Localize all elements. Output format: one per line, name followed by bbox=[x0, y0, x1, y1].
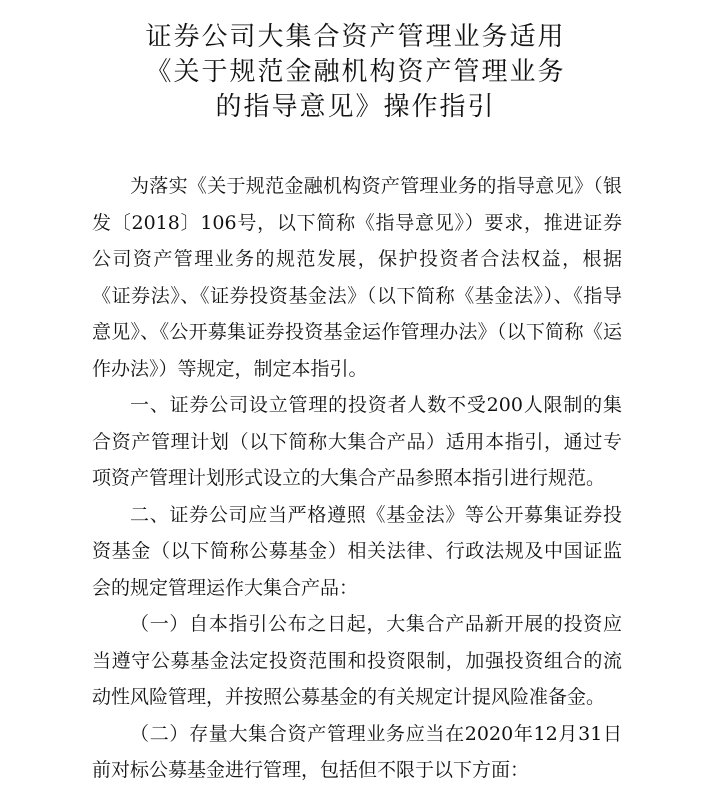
paragraph-section-1: 一、证券公司设立管理的投资者人数不受200人限制的集合资产管理计划（以下简称大集合产品）适用本指引，通过专项资产管理计划形式设立的大集合产品参照本指引进行规范。 bbox=[92, 394, 622, 489]
paragraph-preamble: 为落实《关于规范金融机构资产管理业务的指导意见》（银发〔2018〕106号，以下简称《指导意见》）要求，推进证券公司资产管理业务的规范发展，保护投资者合法权益，根据《证券法》、《证券投资基金法》（以下简称《基金法》）、《指导意见》、《公开募集证券投资基金运作管理办法》（以下简称《运作办法》）等规定，制定本指引。 bbox=[92, 175, 622, 380]
title-line-3: 的指导意见》操作指引 bbox=[215, 92, 496, 122]
paragraph-item-1: （一）自本指引公布之日起，大集合产品新开展的投资应当遵守公募基金法定投资范围和投资限制，加强投资组合的流动性风险管理，并按照公募基金的有关规定计提风险准备金。 bbox=[92, 613, 622, 708]
document-title bbox=[0, 20, 711, 125]
document-body bbox=[92, 168, 622, 789]
title-line-1: 证券公司大集合资产管理业务适用 bbox=[145, 22, 566, 52]
paragraph-section-2: 二、证券公司应当严格遵照《基金法》等公开募集证券投资基金（以下简称公募基金）相关法律、行政法规及中国证监会的规定管理运作大集合产品： bbox=[92, 503, 622, 599]
paragraph-item-2: （二）存量大集合资产管理业务应当在2020年12月31日前对标公募基金进行管理，包括但不限于以下方面： bbox=[92, 722, 622, 781]
title-line-2: 《关于规范金融机构资产管理业务 bbox=[145, 57, 566, 87]
